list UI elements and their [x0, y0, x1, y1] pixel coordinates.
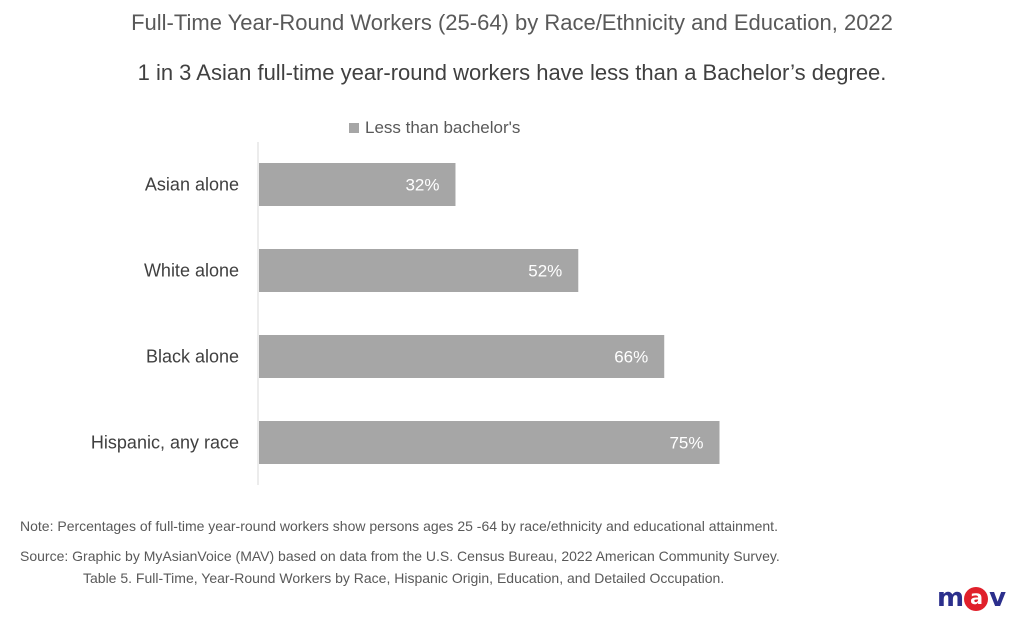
data-label: 32%	[405, 175, 440, 195]
logo-letter-a: a	[964, 587, 988, 611]
bar-chart	[0, 110, 1024, 505]
chart-title: Full-Time Year-Round Workers (25-64) by Race/Ethnicity and Education, 2022	[131, 10, 893, 35]
logo-letter-m: m	[937, 583, 964, 613]
chart-source: Source: Graphic by MyAsianVoice (MAV) based on data from the U.S. Census Bureau, 2022 American Community Survey.	[20, 548, 780, 564]
chart-note: Note: Percentages of full-time year-round workers show persons ages 25 -64 by race/ethnicity and educational attainment.	[20, 518, 778, 534]
category-label: Hispanic, any race	[90, 432, 239, 453]
bar	[259, 421, 720, 464]
data-label: 52%	[528, 261, 563, 281]
mav-logo	[937, 583, 1017, 613]
chart-subtitle: 1 in 3 Asian full-time year-round workers have less than a Bachelor’s degree.	[137, 60, 887, 85]
category-label: Black alone	[145, 346, 239, 367]
bar	[259, 335, 664, 378]
logo-letter-v: v	[989, 583, 1006, 613]
legend-swatch	[349, 123, 359, 133]
category-label: Asian alone	[144, 174, 239, 195]
data-label: 75%	[669, 433, 704, 453]
chart-source-table: Table 5. Full-Time, Year-Round Workers by Race, Hispanic Origin, Education, and Detailed Occupation.	[83, 570, 725, 586]
legend-label: Less than bachelor's	[365, 118, 521, 137]
data-label: 66%	[614, 347, 649, 367]
category-label: White alone	[143, 260, 239, 281]
